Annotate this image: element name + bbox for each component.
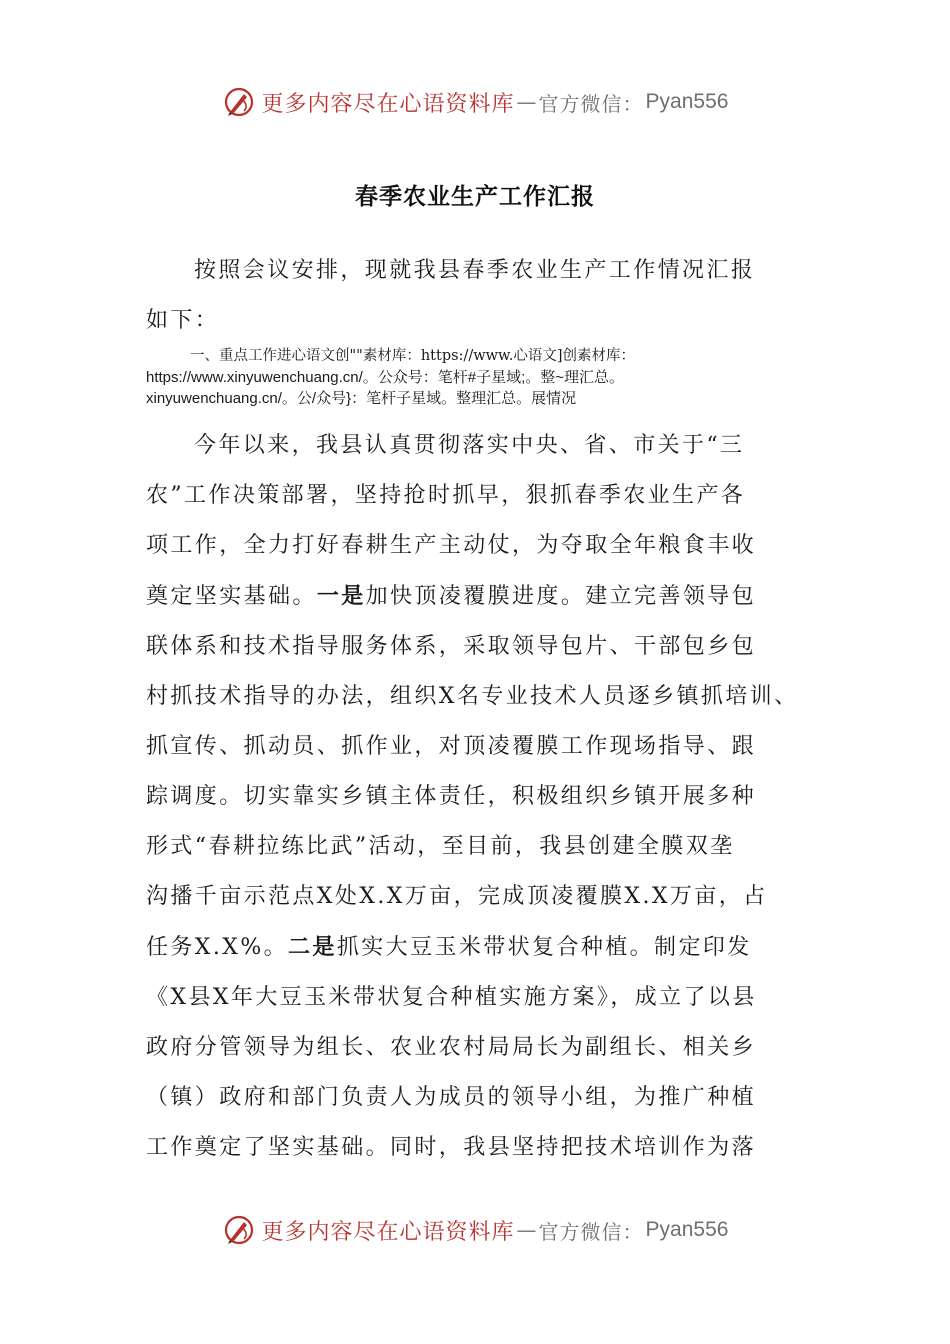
body-paragraph — [146, 421, 836, 1173]
banner-official-label: 官方微信： — [538, 1219, 644, 1244]
body-line: （镇）政府和部门负责人为成员的领导小组，为推广种植 — [146, 1085, 757, 1110]
small-line-1: 一、重点工作进心语文创""素材库：https://www.心语文]创素材库： — [190, 348, 635, 364]
lead-second: 二是 — [288, 934, 337, 960]
body-line: 村抓技术指导的办法，组织X名专业技术人员逐乡镇抓培训、 — [146, 684, 799, 709]
body-line: 沟播千亩示范点X处X.X万亩，完成顶凌覆膜X.X万亩，占 — [146, 884, 768, 909]
banner-wechat-id: Pyan556 — [645, 1218, 729, 1241]
body-line: 联体系和技术指导服务体系，采取领导包片、干部包乡包 — [146, 634, 757, 659]
footer-banner — [0, 1210, 950, 1250]
banner-official-label: 官方微信： — [538, 91, 644, 116]
body-line: 政府分管领导为组长、农业农村局局长为副组长、相关乡 — [146, 1035, 757, 1060]
intro-line-1: 按照会议安排，现就我县春季农业生产工作情况汇报 — [194, 258, 756, 283]
body-line: 任务X.X%。二是抓实大豆玉米带状复合种植。制定印发 — [146, 934, 752, 960]
lead-first: 一是 — [316, 583, 366, 609]
header-banner — [0, 82, 950, 122]
banner-wechat-id: Pyan556 — [645, 90, 729, 113]
body-line: 农”工作决策部署，坚持抢时抓早，狠抓春季农业生产各 — [146, 483, 746, 508]
banner-dash: — — [516, 1218, 537, 1242]
body-line: 形式“春耕拉练比武”活动，至目前，我县创建全膜双垄 — [146, 834, 735, 859]
body-line: 踪调度。切实靠实乡镇主体责任，积极组织乡镇开展多种 — [146, 784, 757, 809]
body-line: 奠定坚实基础。一是加快顶凌覆膜进度。建立完善领导包 — [146, 583, 757, 609]
body-line: 项工作，全力打好春耕生产主动仗，为夺取全年粮食丰收 — [146, 533, 757, 558]
body-line: 抓宣传、抓动员、抓作业，对顶凌覆膜工作现场指导、跟 — [146, 734, 757, 759]
banner-brand-text: 更多内容尽在心语资料库 — [261, 1219, 515, 1245]
small-line-3: xinyuwenchuang.cn/。公/众号}：笔杆子星域。整理汇总。展情况 — [146, 390, 577, 407]
body-line: 今年以来，我县认真贯彻落实中央、省、市关于“三 — [194, 433, 745, 458]
intro-line-2: 如下： — [146, 308, 220, 333]
section-heading-small — [146, 346, 806, 409]
intro-paragraph — [146, 246, 836, 346]
banner-dash: — — [516, 90, 537, 114]
document-title: 春季农业生产工作汇报 — [355, 183, 595, 210]
small-line-2: https://www.xinyuwenchuang.cn/。公众号：笔杆#子星域;。整~理汇总。 — [146, 369, 625, 386]
pen-circle-logo-icon — [222, 1213, 256, 1247]
body-line: 《X县X年大豆玉米带状复合种植实施方案》，成立了以县 — [146, 985, 757, 1010]
pen-circle-logo-icon — [222, 85, 256, 119]
body-line: 工作奠定了坚实基础。同时，我县坚持把技术培训作为落 — [146, 1135, 757, 1160]
banner-brand-text: 更多内容尽在心语资料库 — [261, 91, 515, 117]
